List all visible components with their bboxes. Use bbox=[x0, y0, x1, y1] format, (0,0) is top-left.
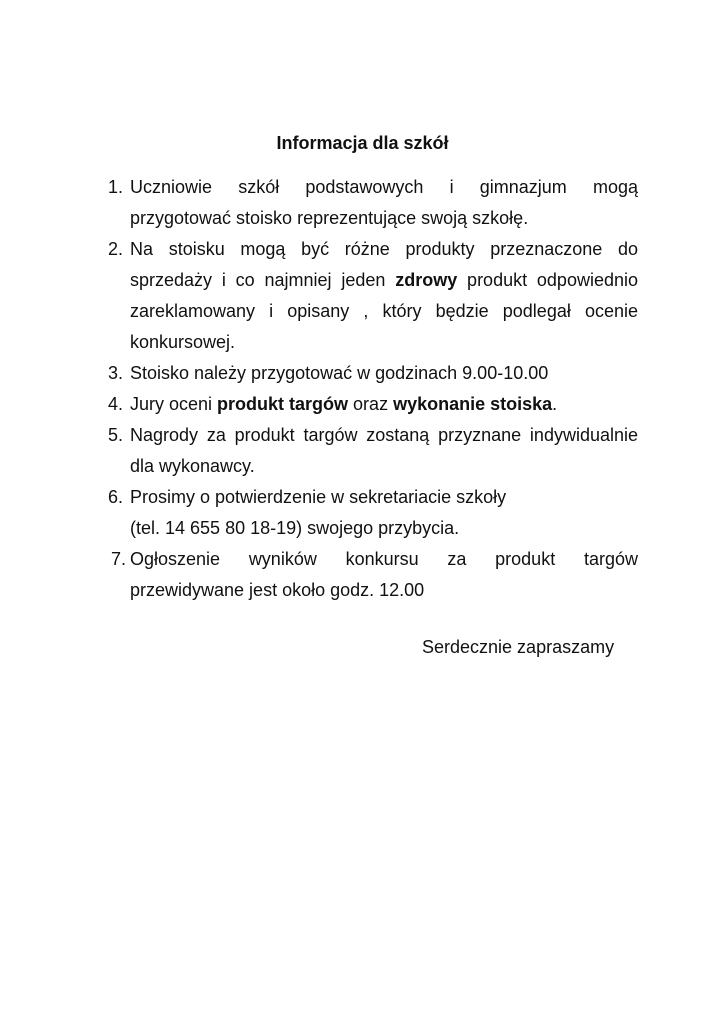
list-item bbox=[108, 544, 638, 606]
item-text: (tel. 14 655 80 18-19) swojego przybycia. bbox=[130, 518, 460, 538]
list-item bbox=[108, 389, 638, 420]
closing-text: Serdecznie zapraszamy bbox=[422, 637, 615, 657]
item-text: Jury oceni bbox=[130, 394, 218, 414]
item-text: Stoisko należy przygotować w godzinach 9.00-10.00 bbox=[130, 363, 549, 383]
list-item bbox=[108, 172, 638, 234]
item-number: 7. bbox=[111, 549, 127, 569]
item-text: Uczniowie szkół podstawowych i gimnazjum mogą przygotować stoisko reprezentujące swoją szkołę. bbox=[130, 177, 638, 228]
item-text: oraz bbox=[348, 394, 394, 414]
document-title: Informacja dla szkół bbox=[276, 133, 449, 153]
item-number: 5. bbox=[108, 425, 124, 445]
item-number: 4. bbox=[108, 394, 124, 414]
item-text: produkt odpowiednio zareklamowany i opisany , który będzie podlegał ocenie konkursowej. bbox=[130, 270, 638, 352]
info-list bbox=[108, 172, 638, 606]
item-number: 6. bbox=[108, 487, 124, 507]
list-item bbox=[108, 482, 638, 544]
list-item bbox=[108, 234, 638, 358]
item-text-bold: zdrowy bbox=[395, 270, 458, 290]
item-text: . bbox=[552, 394, 558, 414]
item-number: 1. bbox=[108, 177, 124, 197]
item-text: Prosimy o potwierdzenie w sekretariacie szkoły bbox=[130, 487, 507, 507]
list-item bbox=[108, 420, 638, 482]
item-text-bold: wykonanie stoiska bbox=[393, 394, 553, 414]
item-text: Na stoisku mogą być różne produkty przeznaczone do sprzedaży i co najmniej jeden bbox=[130, 239, 638, 290]
list-item bbox=[108, 358, 638, 389]
item-text-bold: produkt targów bbox=[217, 394, 349, 414]
item-number: 2. bbox=[108, 239, 124, 259]
item-text: Nagrody za produkt targów zostaną przyznane indywidualnie dla wykonawcy. bbox=[130, 425, 638, 476]
item-number: 3. bbox=[108, 363, 124, 383]
item-text: Ogłoszenie wyników konkursu za produkt targów przewidywane jest około godz. 12.00 bbox=[130, 549, 638, 600]
